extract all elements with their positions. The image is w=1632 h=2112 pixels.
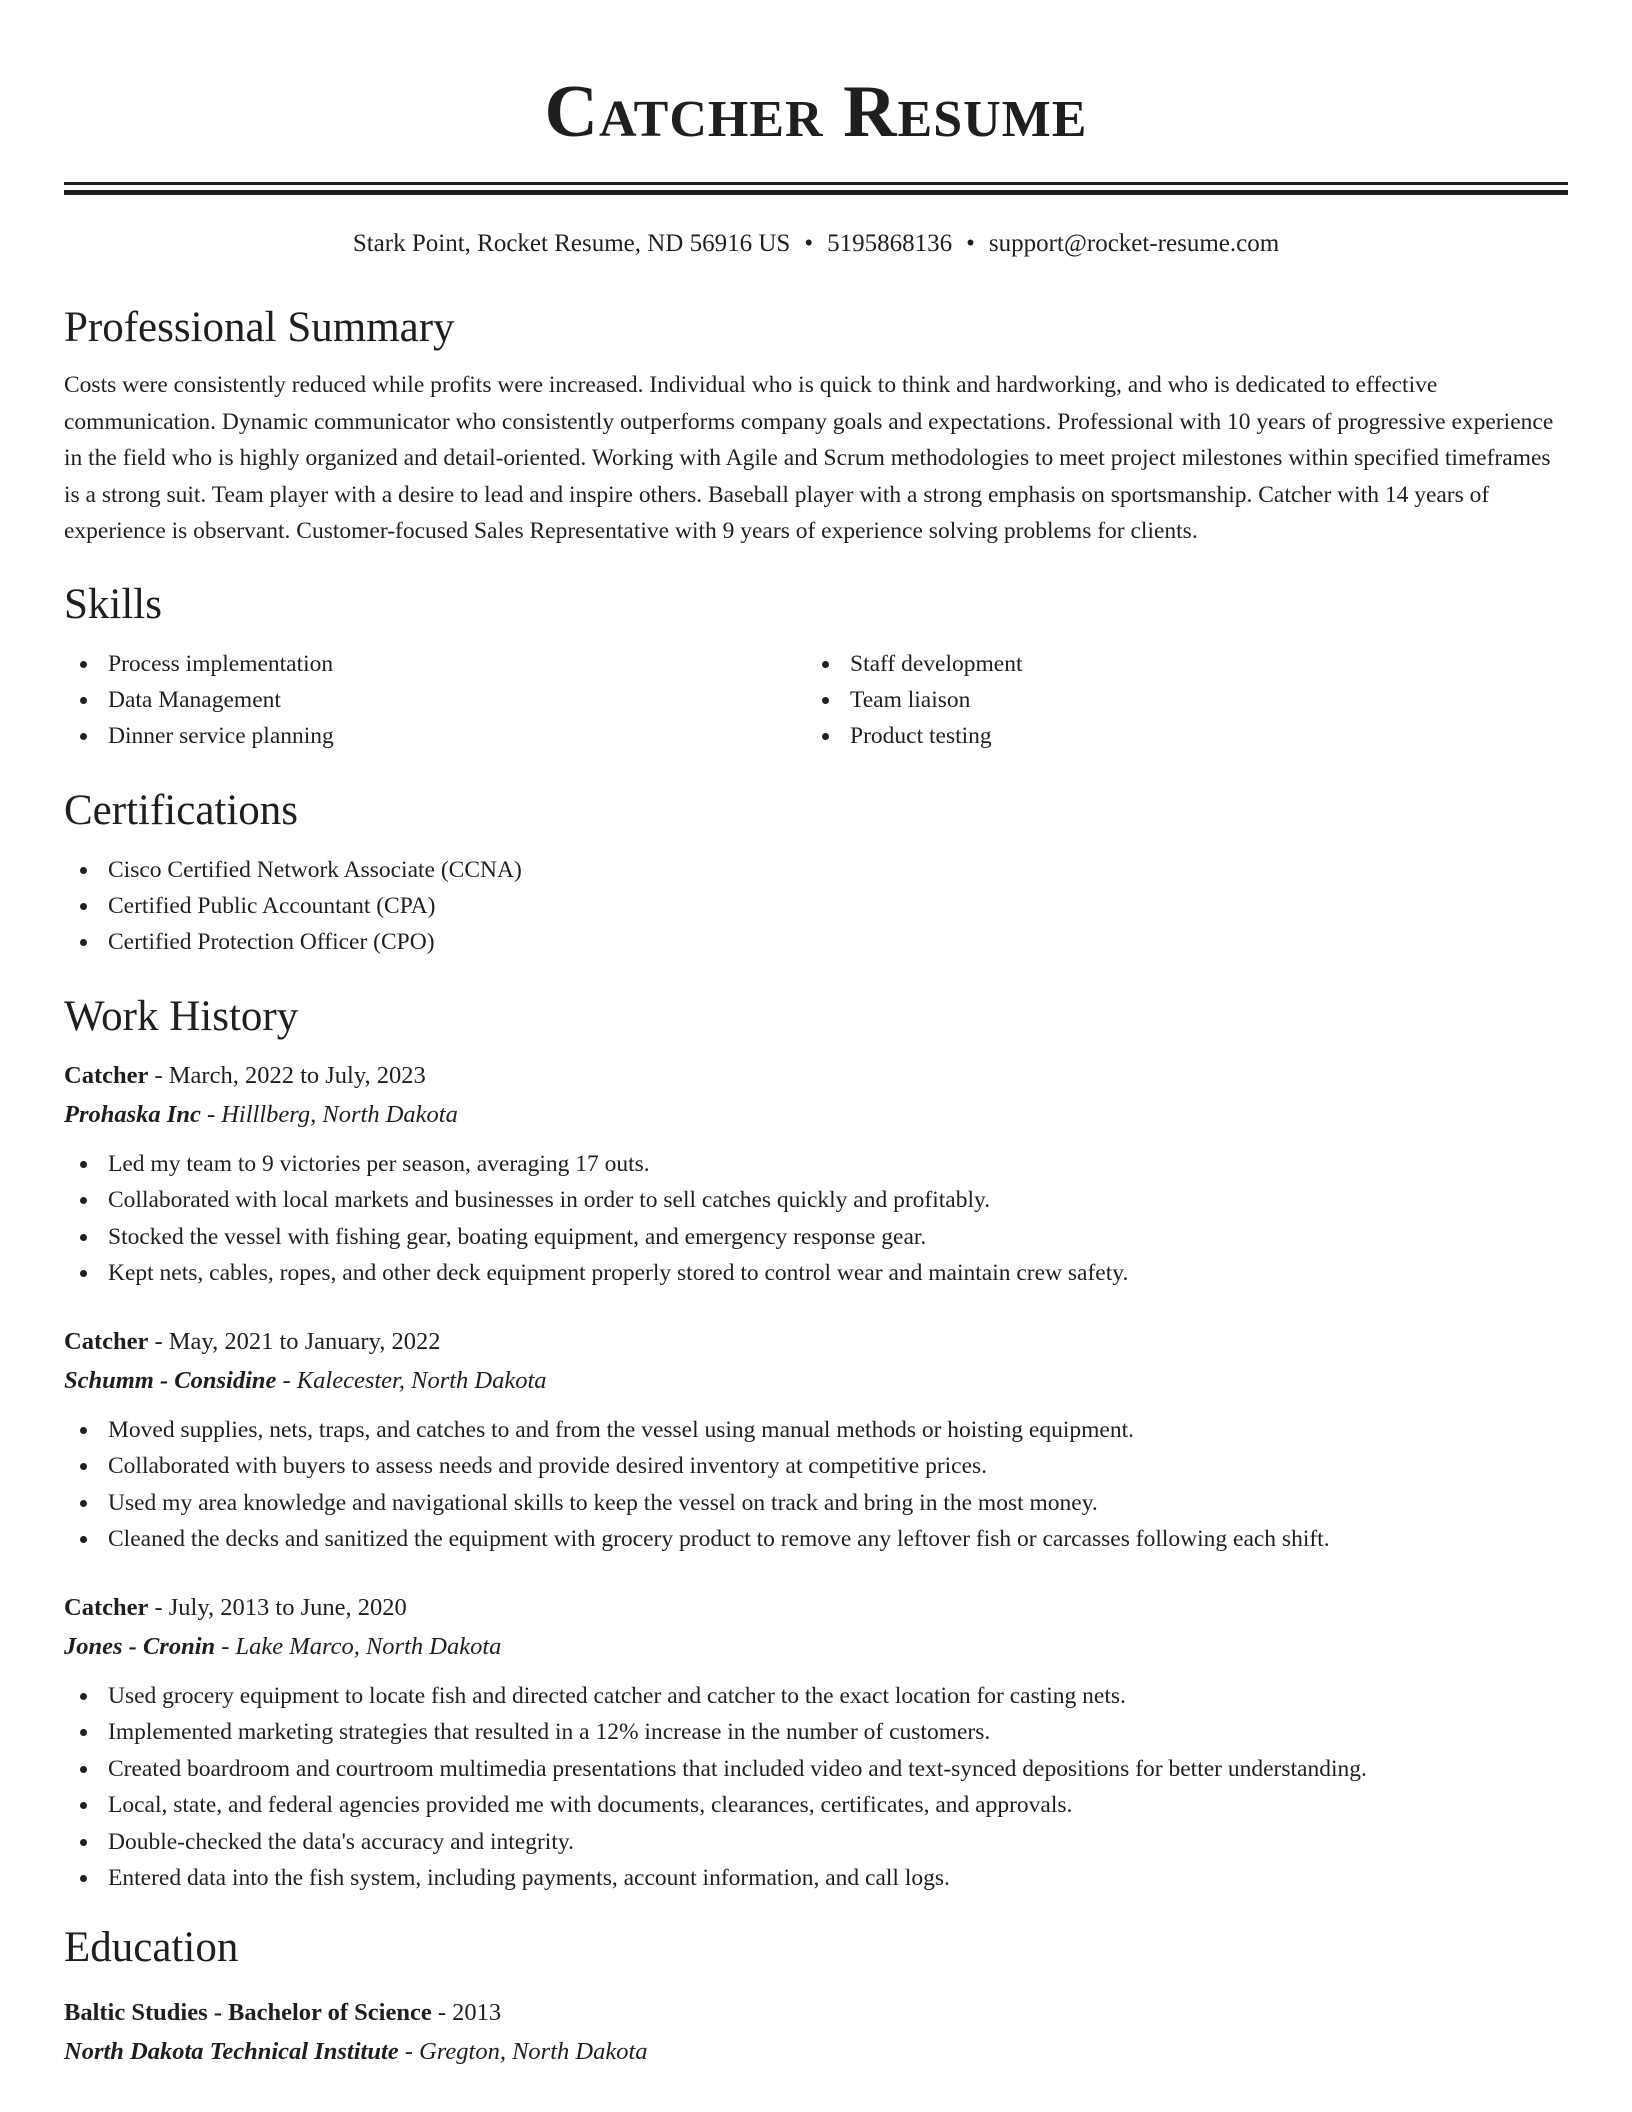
- education-section: [64, 1923, 1568, 2071]
- job-bullet: Used my area knowledge and navigational skills to keep the vessel on track and bring in the most money.: [64, 1485, 1568, 1522]
- job-title-line: [64, 1588, 1568, 1627]
- job-employer-line: [64, 1361, 1568, 1400]
- skills-left-list: [64, 646, 806, 754]
- job-location: - Hilllberg, North Dakota: [200, 1100, 458, 1128]
- job-bullet: Collaborated with local markets and businesses in order to sell catches quickly and profitably.: [64, 1182, 1568, 1219]
- work-history-heading: Work History: [64, 992, 299, 1040]
- job-dates: - May, 2021 to January, 2022: [148, 1327, 441, 1355]
- skill-item: Team liaison: [806, 682, 1548, 718]
- education-year: - 2013: [431, 1998, 502, 2026]
- education-school: North Dakota Technical Institute: [64, 2037, 399, 2065]
- job-bullet: Created boardroom and courtroom multimedia presentations that included video and text-synced depositions for better understanding.: [64, 1751, 1568, 1788]
- education-location: - Gregton, North Dakota: [398, 2037, 648, 2065]
- job-bullets: [64, 1146, 1568, 1292]
- skill-item: Data Management: [64, 682, 806, 718]
- summary-heading: Professional Summary: [64, 304, 455, 351]
- job-entry: [64, 1056, 1568, 1292]
- certifications-list: [64, 852, 1568, 960]
- title-double-rule: [64, 182, 1568, 195]
- job-title: Catcher: [64, 1061, 149, 1089]
- contact-line: [64, 229, 1568, 259]
- job-employer: Prohaska Inc: [64, 1100, 201, 1128]
- skill-item: Process implementation: [64, 646, 806, 682]
- job-bullets: [64, 1678, 1568, 1897]
- contact-separator: •: [966, 230, 975, 257]
- job-dates: - July, 2013 to June, 2020: [148, 1593, 407, 1621]
- education-degree-line: [64, 1993, 1568, 2032]
- education-school-line: [64, 2032, 1568, 2071]
- certifications-section: [64, 786, 1568, 960]
- skills-section: [64, 580, 1568, 754]
- job-bullet: Implemented marketing strategies that resulted in a 12% increase in the number of customers.: [64, 1714, 1568, 1751]
- summary-section: [64, 303, 1568, 550]
- resume-page: [64, 0, 1568, 2071]
- summary-text: Costs were consistently reduced while profits were increased. Individual who is quick to think and hardworking, and who is dedicated to effective communication. Dynamic communicator who consistently outperforms company goals and expectations. Professional with 10 years of progressive experience in the field who is highly organized and detail-oriented. Working with Agile and Scrum methodologies to meet project milestones within specified timeframes is a strong suit. Team player with a desire to lead and inspire others. Baseball player with a strong emphasis on sportsmanship. Catcher with 14 years of experience is observant. Customer-focused Sales Representative with 9 years of experience solving problems for clients.: [64, 372, 1554, 544]
- skill-item: Dinner service planning: [64, 718, 806, 754]
- certification-item: Certified Public Accountant (CPA): [64, 888, 1568, 924]
- job-employer: Jones - Cronin: [64, 1632, 216, 1660]
- job-bullet: Entered data into the fish system, including payments, account information, and call logs.: [64, 1860, 1568, 1897]
- contact-address: Stark Point, Rocket Resume, ND 56916 US: [352, 230, 791, 257]
- certification-item: Cisco Certified Network Associate (CCNA): [64, 852, 1568, 888]
- job-bullet: Local, state, and federal agencies provided me with documents, clearances, certificates, and approvals.: [64, 1787, 1568, 1824]
- job-location: - Kalecester, North Dakota: [276, 1366, 547, 1394]
- job-dates: - March, 2022 to July, 2023: [148, 1061, 426, 1089]
- skill-item: Staff development: [806, 646, 1548, 682]
- job-employer-line: [64, 1095, 1568, 1134]
- job-bullet: Stocked the vessel with fishing gear, boating equipment, and emergency response gear.: [64, 1219, 1568, 1256]
- skills-right-list: [806, 646, 1548, 754]
- job-title-line: [64, 1322, 1568, 1361]
- job-title-line: [64, 1056, 1568, 1095]
- job-entry: [64, 1588, 1568, 1897]
- education-entry: [64, 1993, 1568, 2071]
- contact-separator: •: [804, 230, 814, 257]
- education-heading: Education: [64, 1923, 239, 1971]
- job-bullet: Cleaned the decks and sanitized the equipment with grocery product to remove any leftover fish or carcasses following each shift.: [64, 1521, 1568, 1558]
- education-degree: Baltic Studies - Bachelor of Science: [64, 1998, 432, 2026]
- job-title: Catcher: [64, 1593, 149, 1621]
- job-bullet: Kept nets, cables, ropes, and other deck equipment properly stored to control wear and maintain crew safety.: [64, 1255, 1568, 1292]
- job-employer: Schumm - Considine: [64, 1366, 277, 1394]
- contact-phone: 5195868136: [827, 230, 953, 257]
- job-bullet: Collaborated with buyers to assess needs and provide desired inventory at competitive prices.: [64, 1448, 1568, 1485]
- contact-email: support@rocket-resume.com: [988, 230, 1280, 257]
- job-bullets: [64, 1412, 1568, 1558]
- job-bullet: Led my team to 9 victories per season, averaging 17 outs.: [64, 1146, 1568, 1183]
- certification-item: Certified Protection Officer (CPO): [64, 924, 1568, 960]
- job-title: Catcher: [64, 1327, 149, 1355]
- resume-title: Catcher Resume: [544, 71, 1088, 153]
- job-location: - Lake Marco, North Dakota: [215, 1632, 502, 1660]
- certifications-heading: Certifications: [64, 786, 299, 834]
- job-employer-line: [64, 1627, 1568, 1666]
- job-entry: [64, 1322, 1568, 1558]
- skills-columns: [64, 646, 1568, 754]
- job-bullet: Moved supplies, nets, traps, and catches to and from the vessel using manual methods or hoisting equipment.: [64, 1412, 1568, 1449]
- job-bullet: Used grocery equipment to locate fish and directed catcher and catcher to the exact location for casting nets.: [64, 1678, 1568, 1715]
- skill-item: Product testing: [806, 718, 1548, 754]
- job-bullet: Double-checked the data's accuracy and integrity.: [64, 1824, 1568, 1861]
- work-history-section: [64, 992, 1568, 1897]
- skills-heading: Skills: [64, 580, 162, 628]
